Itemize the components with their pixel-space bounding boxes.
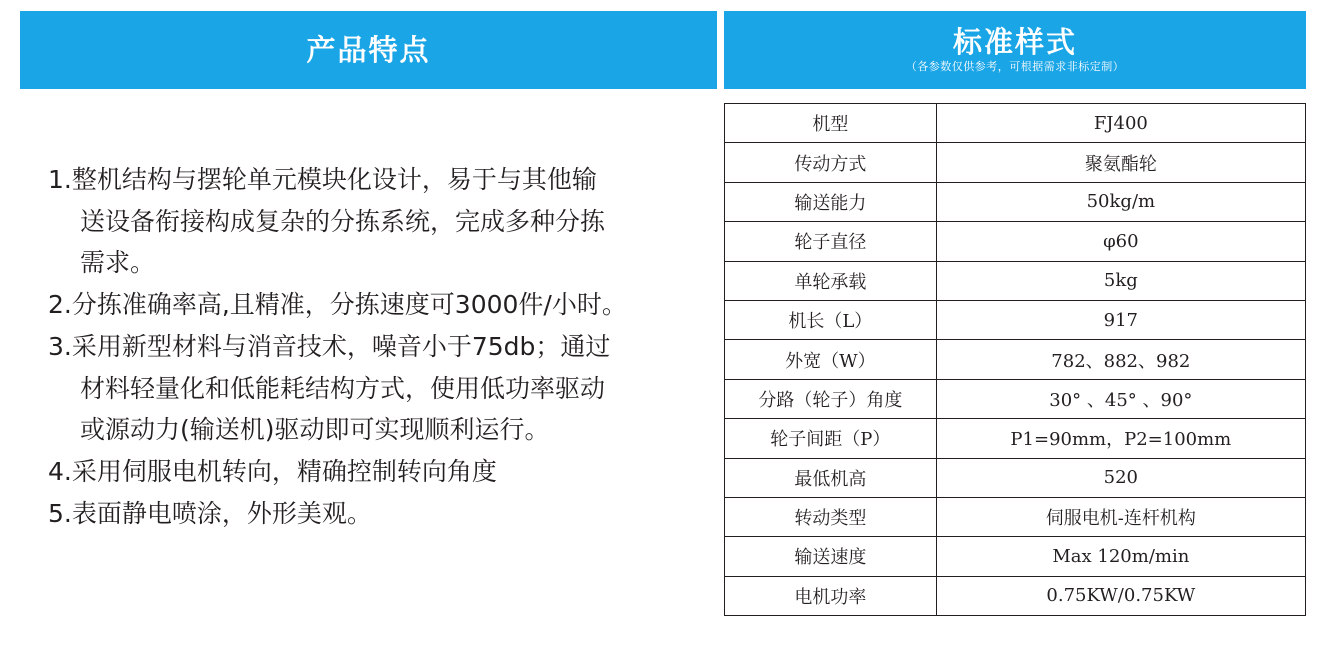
- standard-spec-note: （各参数仅供参考，可根据需求非标定制）: [905, 60, 1125, 73]
- spec-row-drive: [725, 143, 1306, 182]
- spec-value: 聚氨酯轮: [936, 143, 1305, 182]
- spec-table: [724, 103, 1306, 616]
- spec-key: 传动方式: [725, 143, 937, 182]
- spec-value: FJ400: [936, 104, 1305, 143]
- product-features-banner: [20, 11, 717, 89]
- spec-value: 782、882、982: [936, 340, 1305, 379]
- feature-item-5: 5.表面静电喷涂，外形美观。: [48, 498, 372, 528]
- spec-value: 伺服电机-连杆机构: [936, 497, 1305, 536]
- spec-value: 5kg: [936, 261, 1305, 300]
- spec-value: 30° 、45° 、90°: [936, 379, 1305, 418]
- feature-item-1-line-3: 需求。: [80, 248, 156, 278]
- standard-spec-banner: [724, 11, 1306, 89]
- spec-row-pitch: [725, 419, 1306, 458]
- spec-key: 电机功率: [725, 576, 937, 615]
- spec-key: 输送能力: [725, 182, 937, 221]
- spec-value: 0.75KW/0.75KW: [936, 576, 1305, 615]
- spec-row-wheel-diameter: [725, 222, 1306, 261]
- spec-value: P1=90mm，P2=100mm: [936, 419, 1305, 458]
- spec-key: 最低机高: [725, 458, 937, 497]
- product-features-title: 产品特点: [306, 33, 431, 67]
- spec-key: 转动类型: [725, 497, 937, 536]
- spec-key: 机长（L）: [725, 300, 937, 339]
- spec-row-angle: [725, 379, 1306, 418]
- feature-item-1-line-2: 送设备衔接构成复杂的分拣系统，完成多种分拣: [80, 206, 606, 236]
- feature-item-3-line-1: 3.采用新型材料与消音技术，噪音小于75db；通过: [48, 331, 611, 361]
- spec-key: 轮子直径: [725, 222, 937, 261]
- feature-item-4: 4.采用伺服电机转向，精确控制转向角度: [48, 456, 497, 486]
- spec-value: 520: [936, 458, 1305, 497]
- spec-value: 50kg/m: [936, 182, 1305, 221]
- spec-key: 机型: [725, 104, 937, 143]
- feature-item-3-line-2: 材料轻量化和低能耗结构方式，使用低功率驱动: [80, 373, 606, 403]
- spec-value: φ60: [936, 222, 1305, 261]
- feature-item-2: 2.分拣准确率高,且精准，分拣速度可3000件/小时。: [48, 290, 627, 320]
- spec-row-wheel-load: [725, 261, 1306, 300]
- spec-row-length: [725, 300, 1306, 339]
- spec-value: 917: [936, 300, 1305, 339]
- feature-list: [48, 159, 718, 534]
- feature-item-3-line-3: 或源动力(输送机)驱动即可实现顺利运行。: [80, 415, 550, 445]
- spec-key: 分路（轮子）角度: [725, 379, 937, 418]
- spec-row-speed: [725, 537, 1306, 576]
- spec-key: 外宽（W）: [725, 340, 937, 379]
- spec-key: 输送速度: [725, 537, 937, 576]
- spec-value: Max 120m/min: [936, 537, 1305, 576]
- spec-key: 轮子间距（P）: [725, 419, 937, 458]
- spec-key: 单轮承载: [725, 261, 937, 300]
- spec-row-capacity: [725, 182, 1306, 221]
- spec-row-motor-power: [725, 576, 1306, 615]
- feature-item-1-line-1: 1.整机结构与摆轮单元模块化设计，易于与其他输: [48, 165, 597, 194]
- standard-spec-title: 标准样式: [952, 25, 1077, 59]
- spec-row-width: [725, 340, 1306, 379]
- spec-row-min-height: [725, 458, 1306, 497]
- spec-row-model: [725, 104, 1306, 143]
- spec-row-rotation-type: [725, 497, 1306, 536]
